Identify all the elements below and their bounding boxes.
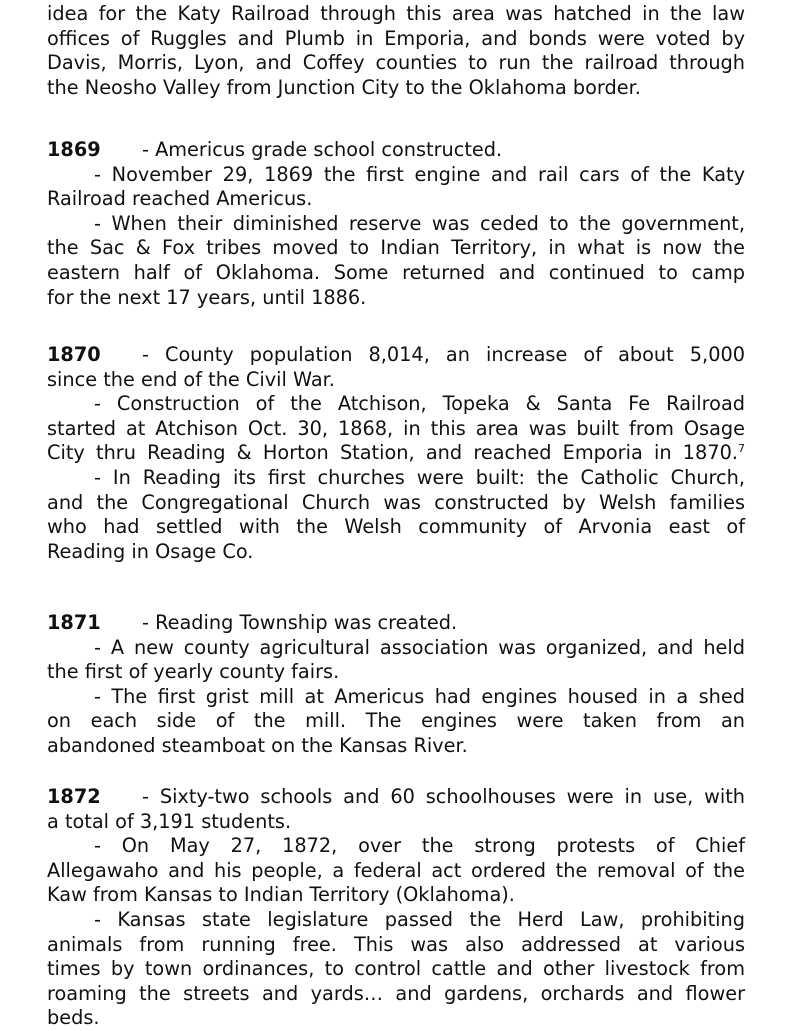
text-line [47,417,745,442]
line-text: - Kansas state legislature passed the Herd Law, prohibiting [94,907,745,931]
text-line [47,286,745,311]
line-text: for the next 17 years, until 1886. [47,285,367,309]
line-text: animals from running free. This was also addressed at various [47,932,745,956]
line-text: - A new county agricultural association was organized, and held [94,635,745,659]
line-text: on each side of the mill. The engines were taken from an [47,709,745,733]
text-line [47,76,745,101]
year-label: 1871 [47,611,101,634]
text-line [47,883,745,908]
text-line [47,441,745,466]
text-line [47,785,745,810]
text-line [47,261,745,286]
text-line [47,709,745,734]
text-line [47,685,745,710]
text-line [47,859,745,884]
text-line [47,1006,745,1031]
line-text: - Construction of the Atchison, Topeka & Santa Fe Railroad [94,392,745,416]
text-line [47,163,745,188]
text-line [47,212,745,237]
line-text: - On May 27, 1872, over the strong protests of Chief [94,834,745,858]
line-text: - Sixty-two schools and 60 schoolhouses were in use, with [142,785,745,808]
year-label: 1870 [47,343,101,366]
text-line [47,491,745,516]
line-text: times by town ordinances, to control cattle and other livestock from [47,957,745,981]
text-line [47,368,745,393]
line-text: a total of 3,191 students. [47,809,292,833]
year-entry-1872 [47,785,745,1031]
footnote-marker: 7 [738,442,745,456]
text-line [47,611,745,636]
line-text: - When their diminished reserve was ceded to the government, [94,211,745,235]
text-line [47,734,745,759]
text-line [47,343,745,368]
text-line [47,187,745,212]
line-text: offices of Ruggles and Plumb in Emporia, and bonds were voted by [47,26,745,50]
line-text: Davis, Morris, Lyon, and Coffey counties to run the railroad through [47,51,745,75]
line-text: Allegawaho and his people, a federal act ordered the removal of the [47,858,745,882]
year-entry-1870 [47,343,745,564]
text-line [47,636,745,661]
line-text: started at Atchison Oct. 30, 1868, in this area was built from Osage [47,416,745,440]
text-line [47,27,745,52]
line-text: roaming the streets and yards… and gardens, orchards and flower [47,981,745,1005]
text-line [47,236,745,261]
line-text: the Neosho Valley from Junction City to the Oklahoma border. [47,75,641,99]
line-text: - County population 8,014, an increase of about 5,000 [142,343,745,366]
text-line [47,466,745,491]
line-text: Railroad reached Americus. [47,187,313,211]
line-text: the first of yearly county fairs. [47,660,340,684]
text-line [47,660,745,685]
year-label: 1869 [47,138,101,161]
line-text: beds. [47,1006,100,1030]
text-line [47,138,745,163]
text-line [47,515,745,540]
text-line [47,908,745,933]
year-entry-1871 [47,611,745,759]
line-text: abandoned steamboat on the Kansas River. [47,733,468,757]
year-label: 1872 [47,785,101,808]
line-text: and the Congregational Church was constructed by Welsh families [47,490,745,514]
line-text: idea for the Katy Railroad through this area was hatched in the law [47,2,745,25]
text-line [47,51,745,76]
text-line [47,540,745,565]
line-text: the Sac & Fox tribes moved to Indian Territory, in what is now the [47,236,745,260]
line-text: Reading in Osage Co. [47,539,254,563]
line-text: - In Reading its first churches were built: the Catholic Church, [94,465,745,489]
text-line [47,392,745,417]
line-text: since the end of the Civil War. [47,367,335,391]
line-text: - The first grist mill at Americus had engines housed in a shed [94,684,745,708]
text-line [47,982,745,1007]
line-text: - Americus grade school constructed. [142,138,503,161]
text-line [47,834,745,859]
line-text: who had settled with the Welsh community of Arvonia east of [47,515,745,539]
text-line [47,2,745,27]
line-text: City thru Reading & Horton Station, and reached Emporia in 1870. [47,441,738,465]
year-entry-1869 [47,138,745,310]
text-line [47,933,745,958]
line-text: Kaw from Kansas to Indian Territory (Oklahoma). [47,883,515,907]
line-text: - Reading Township was created. [142,611,458,634]
intro-paragraph [47,2,745,100]
line-text: - November 29, 1869 the first engine and rail cars of the Katy [94,162,745,186]
text-line [47,810,745,835]
line-text: eastern half of Oklahoma. Some returned and continued to camp [47,260,745,284]
text-line [47,957,745,982]
